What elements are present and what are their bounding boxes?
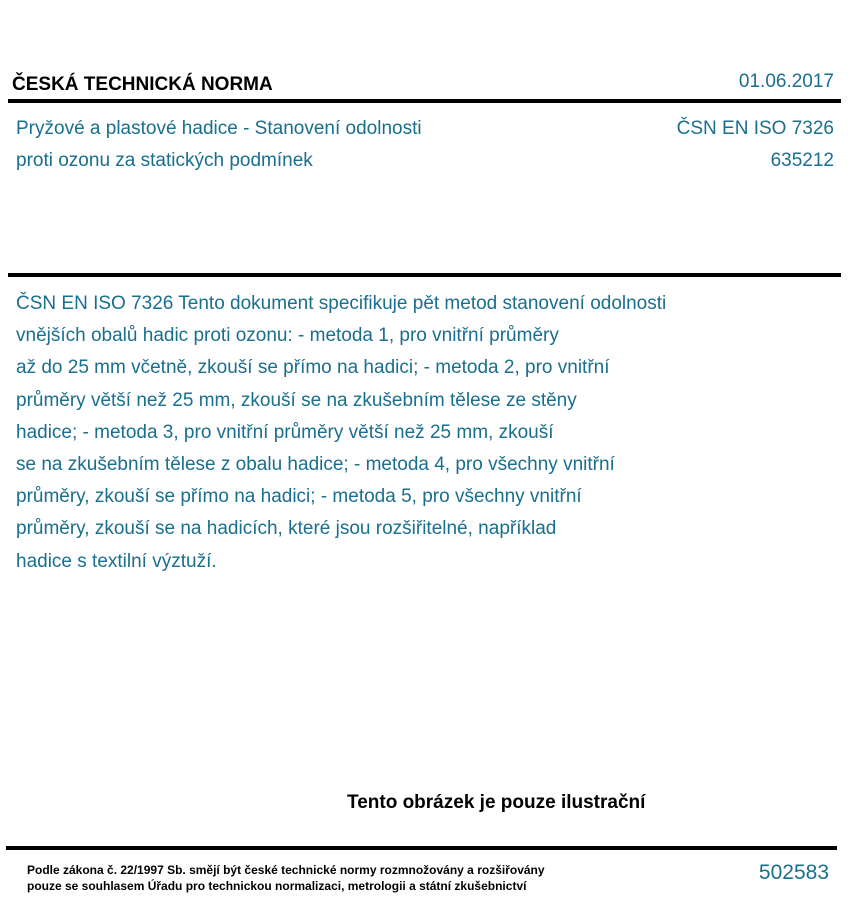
legal-notice (27, 862, 545, 894)
abstract-line: ČSN EN ISO 7326 Tento dokument specifikuje pět metod stanovení odolnosti (16, 293, 667, 314)
abstract (16, 288, 776, 578)
section-divider (8, 273, 841, 277)
header-title: ČESKÁ TECHNICKÁ NORMA (12, 74, 273, 95)
abstract-line: vnějších obalů hadic proti ozonu: - metoda 1, pro vnitřní průměry (16, 325, 559, 347)
standard-code: ČSN EN ISO 7326 (676, 118, 834, 139)
abstract-line: až do 25 mm včetně, zkouší se přímo na hadici; - metoda 2, pro vnitřní (16, 357, 610, 379)
abstract-line: se na zkušebním tělese z obalu hadice; - metoda 4, pro všechny vnitřní (16, 454, 615, 476)
abstract-line: hadice s textilní výztuží. (16, 550, 217, 572)
document-number: 502583 (758, 861, 829, 884)
legal-line: pouze se souhlasem Úřadu pro technickou normalizaci, metrologii a státní zkušebnictví (27, 879, 527, 893)
abstract-line: průměry, zkouší se na hadicích, které jsou rozšiřitelné, například (16, 518, 557, 540)
header-divider (8, 99, 841, 103)
class-number: 635212 (770, 150, 834, 171)
legal-line: Podle zákona č. 22/1997 Sb. smějí být české technické normy rozmnožovány a rozšiřovány (27, 863, 545, 877)
standard-title-line-2: proti ozonu za statických podmínek (16, 150, 313, 171)
abstract-line: průměry větší než 25 mm, zkouší se na zkušebním tělese ze stěny (16, 389, 577, 411)
footer-divider (6, 846, 837, 850)
standard-title-line-1: Pryžové a plastové hadice - Stanovení odolnosti (16, 118, 422, 139)
abstract-line: průměry, zkouší se přímo na hadici; - metoda 5, pro všechny vnitřní (16, 486, 582, 508)
abstract-line: hadice; - metoda 3, pro vnitřní průměry větší než 25 mm, zkouší (16, 421, 554, 443)
publication-date: 01.06.2017 (738, 71, 834, 92)
illustration-note: Tento obrázek je pouze ilustrační (347, 792, 646, 813)
